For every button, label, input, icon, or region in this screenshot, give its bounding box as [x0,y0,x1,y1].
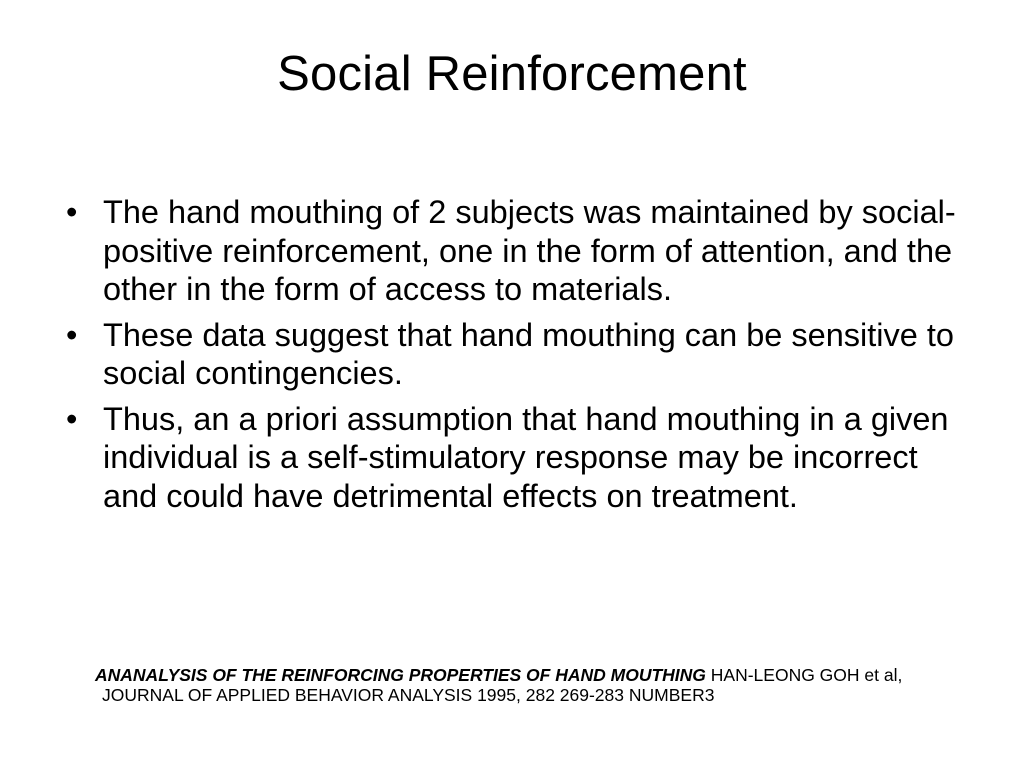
citation [95,665,962,705]
list-item [60,193,980,309]
citation-details: HAN-LEONG GOH et al, JOURNAL OF APPLIED BEHAVIOR ANALYSIS 1995, 282 269-283 NUMBER3 [102,665,903,705]
bullet-text: The hand mouthing of 2 subjects was maintained by social-positive reinforcement, one in the form of attention, and the other in the form of access to materials. [103,194,956,307]
bullet-text: Thus, an a priori assumption that hand mouthing in a given individual is a self-stimulatory response may be incorrect and could have detrimental effects on treatment. [103,400,949,514]
bullet-list [60,193,980,522]
bullet-text: These data suggest that hand mouthing can be sensitive to social contingencies. [103,316,954,391]
list-item [60,316,980,393]
slide-title: Social Reinforcement [277,47,747,101]
citation-title: ANANALYSIS OF THE REINFORCING PROPERTIES OF HAND MOUTHING [95,665,706,685]
bullet-icon: • [66,316,78,353]
bullet-icon: • [66,400,78,437]
list-item [60,400,980,516]
bullet-icon: • [66,194,78,230]
